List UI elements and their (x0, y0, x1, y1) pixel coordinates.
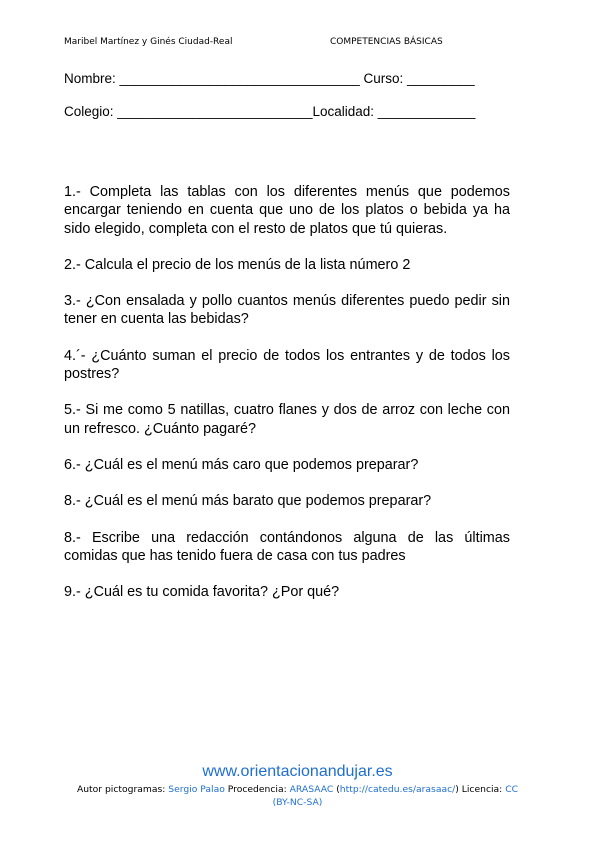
question-4: 4.´- ¿Cuánto suman el precio de todos los entrantes y de todos los postres? (64, 347, 510, 383)
autor-label: Autor pictogramas: (76, 784, 169, 795)
header-subject: COMPETENCIAS BÁSICAS (330, 37, 443, 47)
procedencia-url-link[interactable]: http://catedu.es/arasaac/ (339, 784, 456, 795)
question-2: 2.- Calcula el precio de los menús de la lista número 2 (64, 256, 411, 273)
question-7: 8.- ¿Cuál es el menú más barato que podemos preparar? (64, 493, 432, 510)
question-5: 5.- Si me como 5 natillas, cuatro flanes y dos de arroz con leche con un refresco. ¿Cuánto pagaré? (64, 402, 510, 437)
autor-name-link[interactable]: Sergio Palao (168, 784, 225, 795)
question-list (64, 183, 510, 619)
header-authors: Maribel Martínez y Ginés Ciudad-Real (64, 37, 233, 47)
credits-line (0, 783, 595, 809)
question-6: 6.- ¿Cuál es el menú más caro que podemos preparar? (64, 456, 419, 473)
licencia-name-link[interactable]: CC (505, 784, 519, 795)
procedencia-name-link[interactable]: ARASAAC (289, 784, 334, 795)
licencia-label: Licencia: (458, 784, 506, 795)
procedencia-label: Procedencia: (224, 784, 290, 795)
paren-open: ( (333, 784, 340, 795)
nombre-curso-line[interactable]: Nombre: ________________________________ Curso: _________ (64, 71, 475, 86)
licencia-detail-link[interactable]: (BY-NC-SA) (272, 797, 323, 808)
question-9: 9.- ¿Cuál es tu comida favorita? ¿Por qué? (64, 584, 340, 601)
question-1: 1.- Completa las tablas con los diferentes menús que podemos encargar teniendo en cuenta que uno de los platos o bebida ya ha sido elegido, completa con el resto de platos que tú quieras. (64, 184, 510, 237)
question-8: 8.- Escribe una redacción contándonos alguna de las últimas comidas que has tenido fuera de casa con tus padres (64, 529, 510, 564)
paren-close: ) (455, 784, 459, 795)
question-3: 3.- ¿Con ensalada y pollo cuantos menús diferentes puedo pedir sin tener en cuenta las bebidas? (64, 293, 510, 328)
website-link[interactable]: www.orientacionandujar.es (202, 763, 393, 780)
colegio-localidad-line[interactable]: Colegio: __________________________Localidad: _____________ (64, 104, 476, 119)
